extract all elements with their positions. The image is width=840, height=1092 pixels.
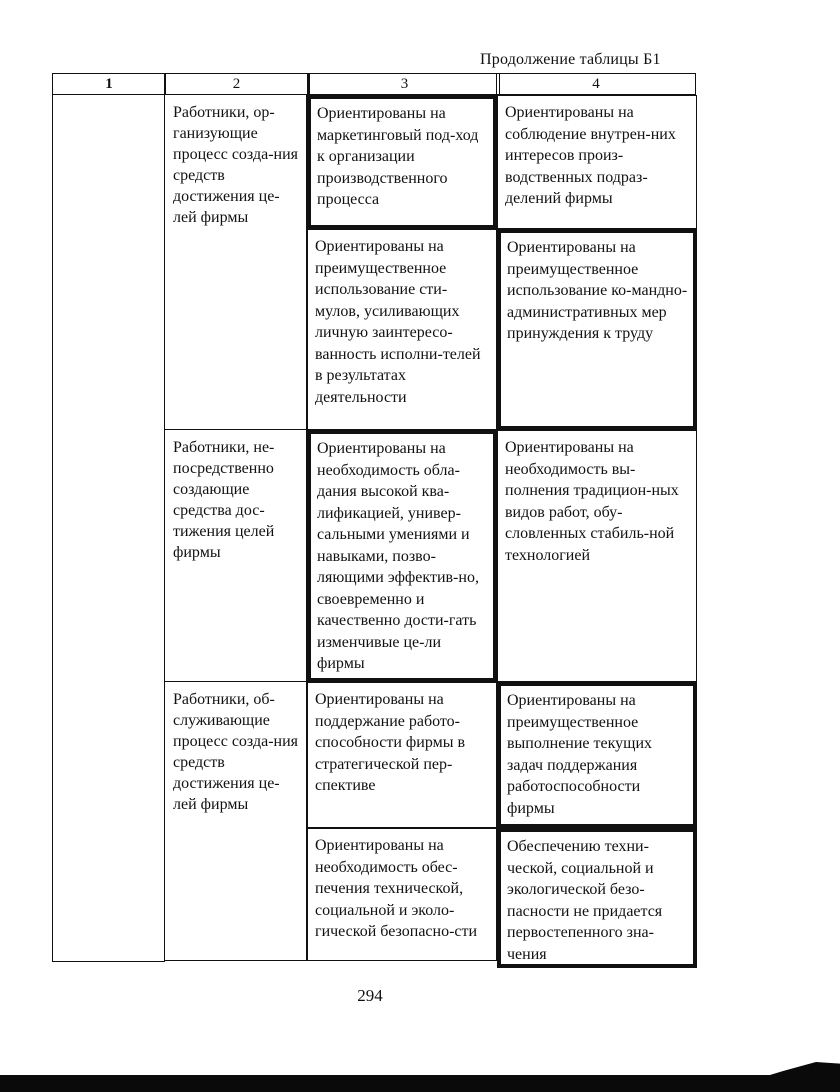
row3-col3-cell-b: Ориентированы на необходимость обес-печения технической, социальной и эколо-гической безопасно-сти <box>307 828 497 961</box>
column-1-body <box>52 95 165 962</box>
row3-col4-cell-a: Ориентированы на преимущественное выполнение текущих задач поддержания работоспособности фирмы <box>497 682 697 828</box>
row2-col3-cell: Ориентированы на необходимость обла-дания высокой ква-лификацией, универ-сальными умениями и навыками, позво-ляющими эффектив-но, своевременно и качественно дости-гать изменчивые це-ли фирмы <box>307 430 497 682</box>
table-caption: Продолжение таблицы Б1 <box>480 51 661 68</box>
scan-edge-artifact <box>760 1062 840 1078</box>
table-header-row <box>52 73 696 95</box>
column-header-2: 2 <box>164 73 309 95</box>
column-header-3: 3 <box>307 73 500 95</box>
row1-worker-group: Работники, ор-ганизующие процесс созда-ния средств достижения це-лей фирмы <box>164 95 307 430</box>
row3-col4-cell-b: Обеспечению техни-ческой, социальной и экологической безо-пасности не придается первостепенного зна-чения <box>497 828 697 968</box>
scan-edge-bar <box>0 1075 840 1092</box>
row1-col4-cell-b: Ориентированы на преимущественное использование ко-мандно-административных мер принуждения к труду <box>497 229 697 430</box>
page-number: 294 <box>357 986 383 1005</box>
column-header-4: 4 <box>496 73 696 95</box>
row3-col3-cell-a: Ориентированы на поддержание работо-способности фирмы в стратегической пер-спективе <box>307 682 497 828</box>
row2-worker-group: Работники, не-посредственно создающие средства дос-тижения целей фирмы <box>164 430 307 682</box>
column-header-1: 1 <box>52 73 166 95</box>
row3-worker-group: Работники, об-служивающие процесс созда-ния средств достижения це-лей фирмы <box>164 682 307 961</box>
row1-col3-cell-b: Ориентированы на преимущественное использование сти-мулов, усиливающих личную заинтересо-ванность исполни-телей в результатах деятельности <box>307 229 497 430</box>
row1-col3-cell-a: Ориентированы на маркетинговый под-ход к организации производственного процесса <box>307 95 497 229</box>
row1-col4-cell-a: Ориентированы на соблюдение внутрен-них интересов произ-водственных подраз-делений фирмы <box>497 95 697 229</box>
row2-col4-cell: Ориентированы на необходимость вы-полнения традицион-ных видов работ, обу-словленных стабиль-ной технологией <box>497 430 697 682</box>
